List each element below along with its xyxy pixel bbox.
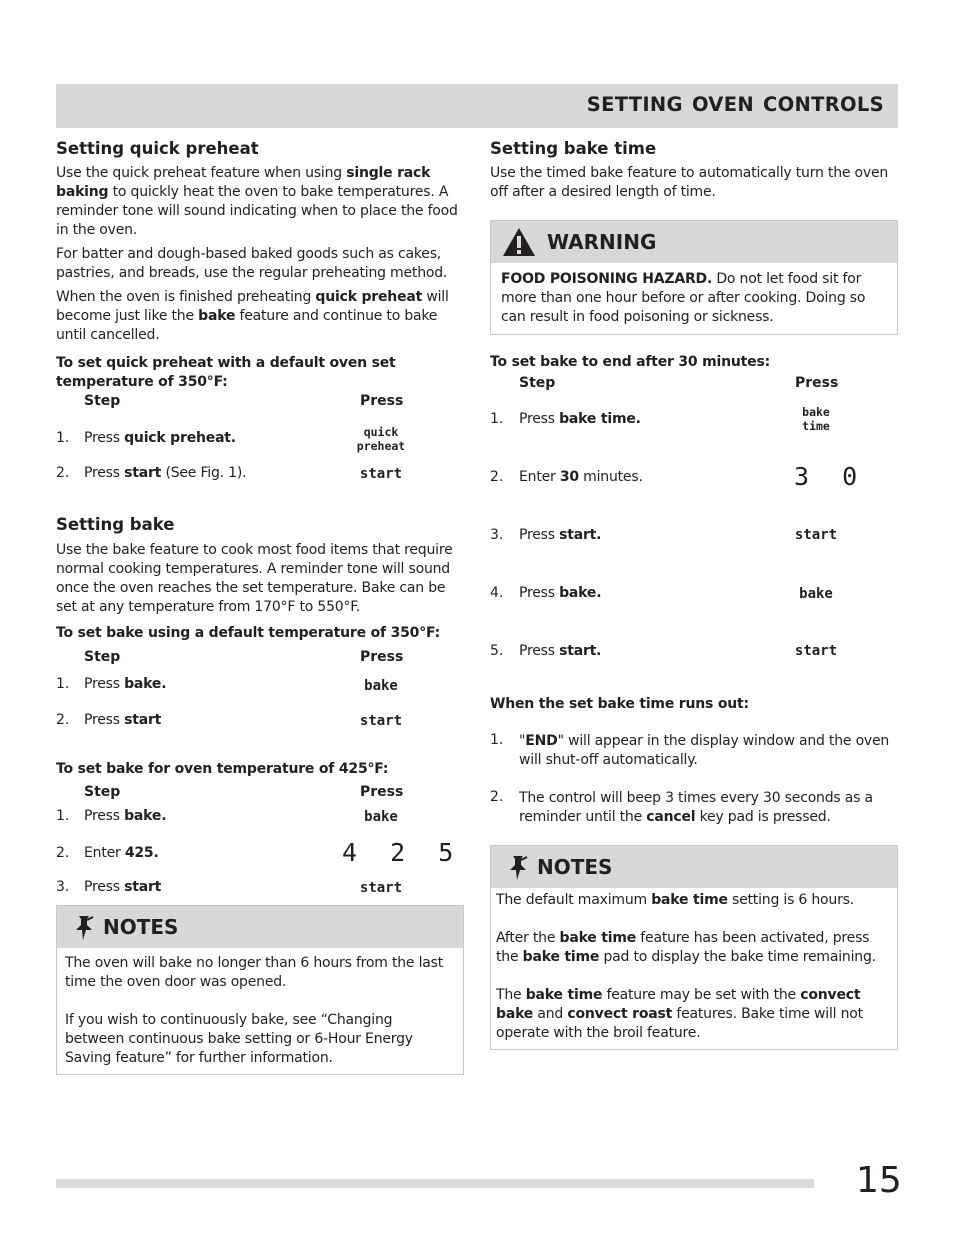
quick-preheat-heading: Setting quick preheat (56, 139, 259, 158)
step-text: Press start (84, 712, 162, 728)
step-number: 1. (56, 430, 70, 446)
notes-paragraph: The default maximum bake time setting is 6 hours. (496, 892, 854, 908)
start-key: start (359, 713, 403, 729)
page-number: 15 (856, 1160, 902, 1201)
bake-key: bake (364, 809, 398, 825)
step-number: 2. (56, 465, 70, 481)
left-notes-box (56, 905, 464, 1075)
bake-350-instructions-heading: To set bake using a default temperature of 350°F: (56, 625, 440, 641)
bake-time-runs-out-heading: When the set bake time runs out: (490, 696, 749, 712)
bake-key: bake (799, 586, 833, 602)
start-key: start (794, 643, 838, 659)
start-key: start (359, 880, 403, 896)
step-text: Press start. (519, 643, 602, 659)
notes-title: NOTES (103, 915, 179, 939)
bake-end-30-heading: To set bake to end after 30 minutes: (490, 354, 770, 370)
item-text: "END" will appear in the display window and the oven will shut-off automatically. (519, 733, 890, 768)
press-column-header: Press (360, 784, 404, 800)
quick-preheat-instructions-heading: To set quick preheat with a default oven set temperature of 350°F: (56, 355, 396, 390)
step-number: 4. (490, 585, 504, 601)
step-text: Press start (84, 879, 162, 895)
step-text: Press bake time. (519, 411, 641, 427)
warning-title: WARNING (547, 230, 657, 254)
step-text: Press quick preheat. (84, 430, 236, 446)
item-text: The control will beep 3 times every 30 seconds as a reminder until the cancel key pad is pressed. (519, 790, 873, 825)
bake-time-paragraph: Use the timed bake feature to automatically turn the oven off after a desired length of time. (490, 165, 889, 200)
notes-title-bar (491, 846, 897, 888)
right-notes-box (490, 845, 898, 1050)
notes-title: NOTES (537, 855, 613, 879)
press-column-header: Press (360, 393, 404, 409)
notes-paragraph: The bake time feature may be set with the convect bake and convect roast features. Bake time will not operate with the broil feature. (496, 987, 863, 1041)
quick-preheat-paragraph-3: When the oven is finished preheating quick preheat will become just like the bake feature and continue to bake until cancelled. (56, 289, 449, 343)
notes-body (57, 948, 463, 1074)
start-key: start (794, 527, 838, 543)
step-column-header: Step (84, 393, 121, 409)
start-key: start (359, 466, 403, 482)
notes-paragraph: After the bake time feature has been activated, press the bake time pad to display the bake time remaining. (496, 930, 876, 965)
step-number: 3. (56, 879, 70, 895)
pushpin-icon (73, 914, 97, 946)
warning-title-bar (491, 221, 897, 263)
bake-time-key: bake time (802, 405, 830, 433)
bake-425-instructions-heading: To set bake for oven temperature of 425°F: (56, 761, 389, 777)
notes-title-bar (57, 906, 463, 948)
step-text: Press bake. (84, 676, 167, 692)
step-column-header: Step (84, 649, 121, 665)
step-column-header: Step (84, 784, 121, 800)
display-digits-30: 3 0 (794, 462, 867, 491)
setting-bake-paragraph: Use the bake feature to cook most food items that require normal cooking temperatures. A reminder tone will sound once the oven reaches the set temperature. Bake can be set at any temperature from 170°F to 550°F. (56, 542, 453, 615)
step-number: 3. (490, 527, 504, 543)
section-title: SETTING OVEN CONTROLS (586, 93, 884, 116)
quick-preheat-paragraph-2: For batter and dough-based baked goods such as cakes, pastries, and breads, use the regular preheating method. (56, 246, 448, 281)
pushpin-icon (507, 854, 531, 886)
step-text: Press start. (519, 527, 602, 543)
step-text: Enter 425. (84, 845, 159, 861)
step-text: Press start (See Fig. 1). (84, 465, 247, 481)
step-number: 2. (490, 469, 504, 485)
step-number: 1. (56, 676, 70, 692)
warning-triangle-icon (502, 227, 536, 261)
footer-bar (56, 1179, 814, 1188)
step-number: 1. (56, 808, 70, 824)
quick-preheat-key: quick preheat (356, 425, 406, 453)
press-column-header: Press (795, 375, 839, 391)
item-number: 1. (490, 732, 504, 748)
quick-preheat-paragraph-1: Use the quick preheat feature when using single rack baking to quickly heat the oven to bake temperatures. A reminder tone will sound indicating when to place the food in the oven. (56, 165, 458, 238)
step-text: Enter 30 minutes. (519, 469, 643, 485)
warning-body: FOOD POISONING HAZARD. Do not let food sit for more than one hour before or after cooking. Doing so can result in food poisoning or sickness. (501, 271, 866, 325)
step-column-header: Step (519, 375, 556, 391)
section-header-bar (56, 84, 898, 128)
step-number: 5. (490, 643, 504, 659)
step-number: 2. (56, 845, 70, 861)
step-text: Press bake. (519, 585, 602, 601)
notes-paragraph: The oven will bake no longer than 6 hours from the last time the oven door was opened. (65, 955, 444, 990)
item-number: 2. (490, 789, 504, 805)
bake-key: bake (364, 678, 398, 694)
bake-time-heading: Setting bake time (490, 139, 657, 158)
press-column-header: Press (360, 649, 404, 665)
warning-box (490, 220, 898, 335)
step-number: 1. (490, 411, 504, 427)
step-number: 2. (56, 712, 70, 728)
setting-bake-heading: Setting bake (56, 515, 175, 534)
step-text: Press bake. (84, 808, 167, 824)
notes-body (491, 888, 897, 1049)
notes-paragraph: If you wish to continuously bake, see “Changing between continuous bake setting or 6-Hour Energy Saving feature” for further information. (65, 1012, 413, 1066)
display-digits-425: 4 2 5 (342, 838, 463, 867)
